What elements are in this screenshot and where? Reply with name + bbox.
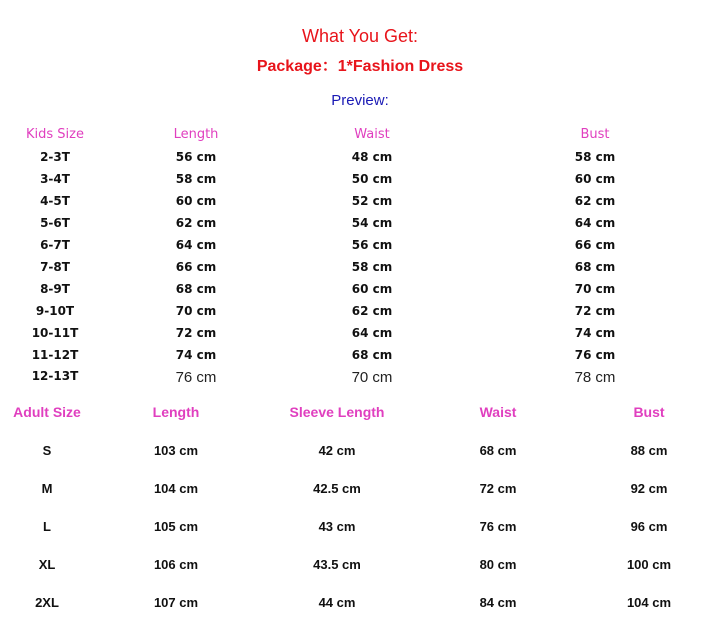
kids-length-cell: 76 cm bbox=[175, 369, 217, 386]
kids-size-cell: 9-10T bbox=[35, 304, 75, 318]
adult-length-cell: 103 cm bbox=[153, 443, 199, 458]
adult-waist-cell: 84 cm bbox=[479, 595, 517, 610]
adult-bust-cell: 104 cm bbox=[626, 595, 672, 610]
kids-bust-cell: 78 cm bbox=[574, 369, 616, 386]
kids-waist-cell: 62 cm bbox=[351, 304, 393, 318]
adult-bust-header: Bust bbox=[633, 404, 665, 420]
kids-size-cell: 10-11T bbox=[31, 326, 79, 340]
kids-length-cell: 72 cm bbox=[175, 326, 217, 340]
kids-bust-cell: 76 cm bbox=[574, 348, 616, 362]
kids-bust-cell: 66 cm bbox=[574, 238, 616, 252]
kids-length-cell: 58 cm bbox=[175, 172, 217, 186]
kids-size-cell: 11-12T bbox=[31, 348, 79, 362]
kids-bust-header: Bust bbox=[580, 127, 610, 142]
adult-waist-header: Waist bbox=[479, 404, 517, 420]
kids-size-cell: 6-7T bbox=[40, 238, 70, 252]
adult-size-header: Adult Size bbox=[13, 404, 81, 420]
kids-length-cell: 70 cm bbox=[175, 304, 217, 318]
adult-waist-cell: 80 cm bbox=[479, 557, 517, 572]
adult-bust-cell: 96 cm bbox=[630, 519, 668, 534]
adult-sleeve-length-header: Sleeve Length bbox=[289, 404, 385, 420]
adult-size-cell: M bbox=[41, 481, 53, 496]
kids-length-cell: 74 cm bbox=[175, 348, 217, 362]
kids-bust-cell: 70 cm bbox=[574, 282, 616, 296]
kids-length-cell: 60 cm bbox=[175, 194, 217, 208]
kids-bust-cell: 74 cm bbox=[574, 326, 616, 340]
kids-waist-cell: 64 cm bbox=[351, 326, 393, 340]
kids-size-cell: 4-5T bbox=[40, 194, 70, 208]
kids-length-cell: 68 cm bbox=[175, 282, 217, 296]
adult-length-cell: 107 cm bbox=[153, 595, 199, 610]
kids-size-cell: 8-9T bbox=[40, 282, 70, 296]
adult-bust-cell: 92 cm bbox=[630, 481, 668, 496]
kids-size-cell: 3-4T bbox=[40, 172, 70, 186]
kids-waist-cell: 70 cm bbox=[351, 369, 393, 386]
adult-sleeve-length-cell: 43 cm bbox=[318, 519, 356, 534]
kids-length-cell: 66 cm bbox=[175, 260, 217, 274]
kids-bust-cell: 58 cm bbox=[574, 150, 616, 164]
kids-waist-cell: 52 cm bbox=[351, 194, 393, 208]
adult-size-cell: 2XL bbox=[35, 595, 59, 610]
kids-size-cell: 5-6T bbox=[40, 216, 70, 230]
package-line: Package：1*Fashion Dress bbox=[256, 58, 464, 75]
kids-length-cell: 56 cm bbox=[175, 150, 217, 164]
adult-sleeve-length-cell: 44 cm bbox=[318, 595, 356, 610]
adult-sleeve-length-cell: 43.5 cm bbox=[313, 557, 361, 572]
adult-size-cell: L bbox=[43, 519, 51, 534]
adult-waist-cell: 76 cm bbox=[479, 519, 517, 534]
kids-length-header: Length bbox=[173, 127, 219, 142]
adult-sleeve-length-cell: 42 cm bbox=[318, 443, 356, 458]
kids-waist-cell: 48 cm bbox=[351, 150, 393, 164]
adult-sleeve-length-cell: 42.5 cm bbox=[313, 481, 361, 496]
adult-length-cell: 105 cm bbox=[153, 519, 199, 534]
kids-length-cell: 64 cm bbox=[175, 238, 217, 252]
page-title: What You Get: bbox=[301, 26, 419, 46]
kids-waist-cell: 68 cm bbox=[351, 348, 393, 362]
kids-waist-cell: 50 cm bbox=[351, 172, 393, 186]
kids-bust-cell: 62 cm bbox=[574, 194, 616, 208]
kids-size-cell: 2-3T bbox=[40, 150, 70, 164]
adult-size-cell: XL bbox=[38, 557, 56, 572]
kids-size-cell: 7-8T bbox=[40, 260, 70, 274]
adult-bust-cell: 88 cm bbox=[630, 443, 668, 458]
kids-length-cell: 62 cm bbox=[175, 216, 217, 230]
kids-size-header: Kids Size bbox=[26, 127, 84, 142]
kids-bust-cell: 72 cm bbox=[574, 304, 616, 318]
kids-waist-cell: 54 cm bbox=[351, 216, 393, 230]
adult-size-cell: S bbox=[42, 443, 52, 458]
kids-waist-cell: 58 cm bbox=[351, 260, 393, 274]
kids-bust-cell: 68 cm bbox=[574, 260, 616, 274]
adult-length-cell: 104 cm bbox=[153, 481, 199, 496]
kids-waist-cell: 60 cm bbox=[351, 282, 393, 296]
adult-waist-cell: 72 cm bbox=[479, 481, 517, 496]
kids-waist-header: Waist bbox=[354, 127, 390, 142]
kids-bust-cell: 64 cm bbox=[574, 216, 616, 230]
adult-length-header: Length bbox=[152, 404, 200, 420]
preview-heading: Preview: bbox=[331, 92, 389, 109]
kids-bust-cell: 60 cm bbox=[574, 172, 616, 186]
adult-bust-cell: 100 cm bbox=[626, 557, 672, 572]
kids-size-cell: 12-13T bbox=[31, 369, 79, 383]
kids-waist-cell: 56 cm bbox=[351, 238, 393, 252]
adult-length-cell: 106 cm bbox=[153, 557, 199, 572]
adult-waist-cell: 68 cm bbox=[479, 443, 517, 458]
